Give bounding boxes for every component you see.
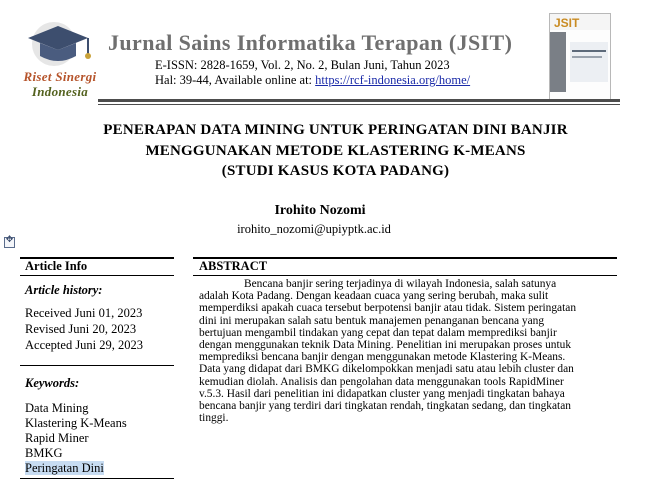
abstract-line: kemudian diolah. Analisis dan pengolahan data menggunakan tools RapidMiner xyxy=(199,375,564,388)
accepted-date xyxy=(25,338,143,353)
header-divider-thick xyxy=(98,99,620,102)
keyword-item: Rapid Miner xyxy=(25,431,89,445)
keyword-item: BMKG xyxy=(25,446,63,460)
issn-line xyxy=(155,58,450,73)
selected-keyword-text[interactable]: Peringatan Dini xyxy=(25,461,104,475)
article-info-sub-rule xyxy=(20,275,174,276)
author-name: Irohito Nozomi xyxy=(274,203,366,218)
article-info-bottom-rule xyxy=(20,478,174,479)
abstract-line: Bencana banjir sering terjadinya di wilayah Indonesia, salah satunya xyxy=(244,278,557,290)
abstract-line: bertujuan mengambil tindakan yang cepat dan tepat dalam memprediksi banjir xyxy=(199,326,557,339)
cover-label: JSIT xyxy=(554,16,580,30)
abstract-heading: ABSTRACT xyxy=(199,259,268,273)
abstract-line: adalah Kota Padang. Dengan keadaan cuaca yang sering berubah, maka sulit xyxy=(199,290,549,303)
abstract-line: dini ini merupakan salah satu bentuk manajemen penanganan bencana yang xyxy=(199,314,545,327)
abstract-sub-rule xyxy=(193,275,617,276)
abstract-line: memperdiksi apakah cuaca tersebut berpotensi banjir atau tidak. Sistem peringatan xyxy=(199,302,577,315)
pages-line xyxy=(155,73,470,88)
received-text: Received Juni 01, 2023 xyxy=(25,306,143,320)
journal-logo xyxy=(14,14,106,100)
keyword-item: Klastering K-Means xyxy=(25,416,127,430)
revised-date xyxy=(25,322,136,337)
author-email: irohito_nozomi@upiyptk.ac.id xyxy=(237,222,391,236)
keywords-label: Keywords: xyxy=(25,376,80,390)
revised-text: Revised Juni 20, 2023 xyxy=(25,322,137,336)
article-info-heading: Article Info xyxy=(25,259,88,273)
paper-title-line-2: MENGGUNAKAN METODE KLASTERING K-MEANS xyxy=(145,143,526,159)
issn-text: E-ISSN: 2828-1659, Vol. 2, No. 2, Bulan Juni, Tahun 2023 xyxy=(155,58,450,72)
header-divider-thin xyxy=(98,104,620,105)
keywords-rule xyxy=(20,365,174,366)
journal-cover-thumbnail xyxy=(549,13,611,101)
abstract-line: bencana banjir yang terdiri dari tingkatan rendah, tingkatan sedang, dan tingkatan xyxy=(199,400,571,413)
journal-url-link[interactable]: https://rcf-indonesia.org/home/ xyxy=(315,73,471,87)
graduation-cap-icon xyxy=(14,14,106,70)
keyword-item-selected[interactable] xyxy=(25,461,104,476)
abstract-body xyxy=(199,278,604,424)
accepted-text: Accepted Juni 29, 2023 xyxy=(25,338,144,352)
keyword-item: Data Mining xyxy=(25,401,89,415)
table-move-handle-icon[interactable]: ✥ xyxy=(4,237,15,248)
paper-title-line-3: (STUDI KASUS KOTA PADANG) xyxy=(221,163,450,179)
abstract-line: tinggi. xyxy=(199,412,229,425)
received-date xyxy=(25,306,142,321)
journal-title: Jurnal Sains Informatika Terapan (JSIT) xyxy=(108,30,513,55)
abstract-line: v.5.3. Hasil dari penelitian ini didapatkan cluster yang menjadi tingkatan bahaya xyxy=(199,387,565,400)
paper-title-line-1: PENERAPAN DATA MINING UNTUK PERINGATAN DINI BANJIR xyxy=(103,122,568,138)
article-history-label: Article history: xyxy=(25,283,103,297)
abstract-line: Data yang didapat dari BMKG dikelompokkan menjadi satu atau lebih cluster dan xyxy=(199,363,574,376)
logo-text-line2: Indonesia xyxy=(31,84,89,99)
logo-text-line1: Riset Sinergi xyxy=(23,69,97,84)
abstract-line: memprediksi bencana banjir dengan menggunakan metode Klastering K-Means. xyxy=(199,351,566,364)
abstract-line: dengan menggunakan teknik Data Mining. Penelitian ini merupakan proses untuk xyxy=(199,339,572,352)
pages-text: Hal: 39-44, Available online at: xyxy=(155,73,316,87)
